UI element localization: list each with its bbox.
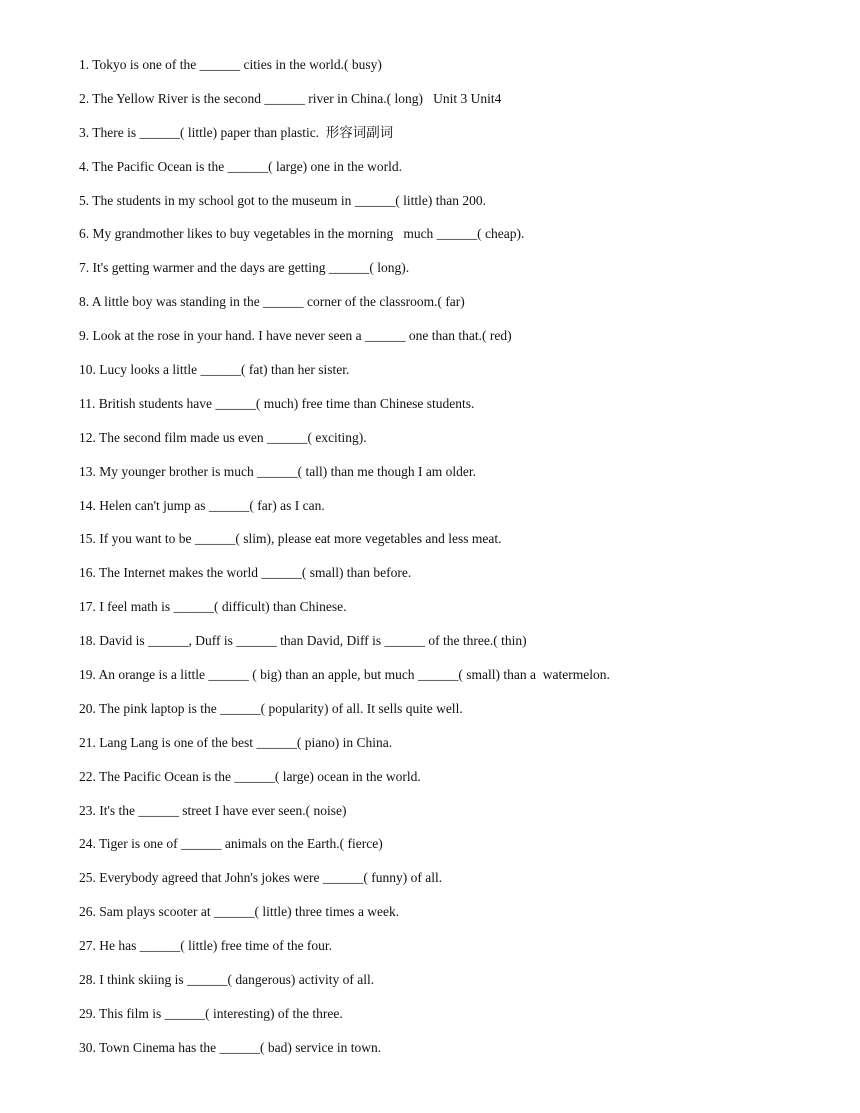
question-26: 26. Sam plays scooter at ______( little) three times a week. [79, 904, 400, 920]
question-6: 6. My grandmother likes to buy vegetables in the morning much ______( cheap). [79, 226, 525, 242]
question-15: 15. If you want to be ______( slim), please eat more vegetables and less meat. [79, 531, 502, 547]
question-9: 9. Look at the rose in your hand. I have never seen a ______ one than that.( red) [79, 328, 512, 344]
question-21: 21. Lang Lang is one of the best ______( piano) in China. [79, 734, 393, 750]
question-13: 13. My younger brother is much ______( tall) than me though I am older. [79, 463, 477, 479]
question-22: 22. The Pacific Ocean is the ______( large) ocean in the world. [79, 768, 421, 784]
question-18: 18. David is ______, Duff is ______ than David, Diff is ______ of the three.( thin) [79, 633, 527, 649]
question-11: 11. British students have ______( much) free time than Chinese students. [79, 395, 475, 411]
question-1: 1. Tokyo is one of the ______ cities in the world.( busy) [79, 57, 382, 72]
question-5: 5. The students in my school got to the museum in ______( little) than 200. [79, 192, 486, 208]
question-30: 30. Town Cinema has the ______( bad) service in town. [79, 1039, 382, 1055]
question-12: 12. The second film made us even ______( exciting). [79, 429, 367, 445]
question-17: 17. I feel math is ______( difficult) than Chinese. [79, 599, 347, 615]
question-3: 3. There is ______( little) paper than plastic. 形容词副词 [79, 124, 394, 140]
question-10: 10. Lucy looks a little ______( fat) than her sister. [79, 362, 350, 378]
question-28: 28. I think skiing is ______( dangerous) activity of all. [79, 972, 375, 988]
question-27: 27. He has ______( little) free time of the four. [79, 938, 333, 954]
question-23: 23. It's the ______ street I have ever seen.( noise) [79, 802, 347, 818]
question-16: 16. The Internet makes the world ______( small) than before. [79, 565, 412, 581]
question-4: 4. The Pacific Ocean is the ______( large) one in the world. [79, 158, 403, 174]
question-20: 20. The pink laptop is the ______( popularity) of all. It sells quite well. [79, 700, 463, 716]
question-29: 29. This film is ______( interesting) of the three. [79, 1005, 343, 1021]
question-8: 8. A little boy was standing in the ______ corner of the classroom.( far) [79, 294, 465, 310]
question-list [79, 53, 610, 1070]
question-2: 2. The Yellow River is the second ______ river in China.( long) Unit 3 Unit4 [79, 90, 502, 106]
question-19: 19. An orange is a little ______ ( big) than an apple, but much ______( small) than a watermelon. [79, 667, 610, 683]
question-14: 14. Helen can't jump as ______( far) as I can. [79, 497, 325, 513]
question-7: 7. It's getting warmer and the days are getting ______( long). [79, 260, 410, 276]
question-24: 24. Tiger is one of ______ animals on the Earth.( fierce) [79, 836, 383, 852]
question-25: 25. Everybody agreed that John's jokes were ______( funny) of all. [79, 870, 443, 886]
